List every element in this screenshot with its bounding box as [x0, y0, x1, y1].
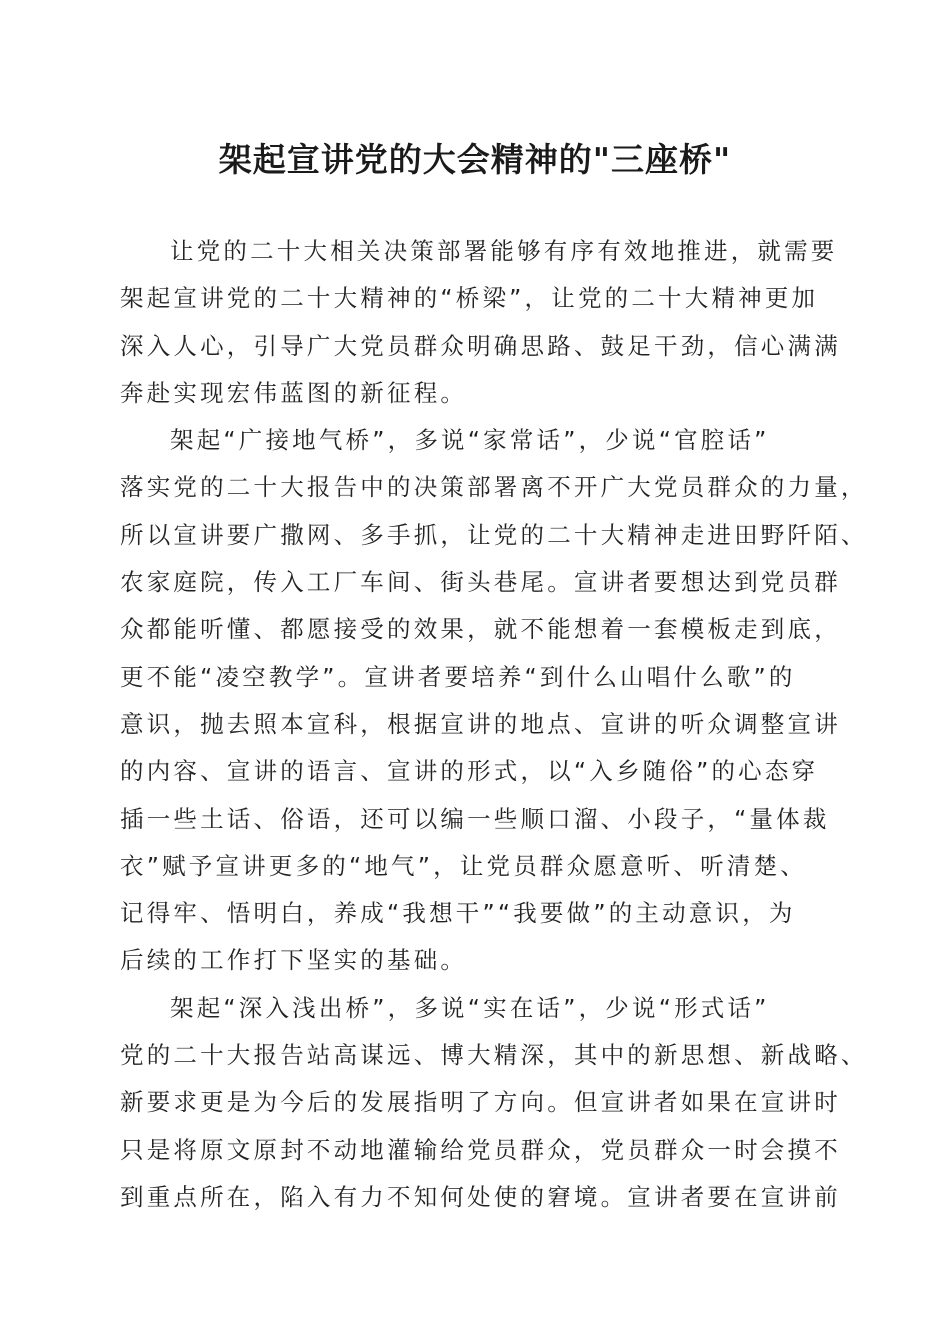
text-line: 衣”赋予宣讲更多的“地气”，让党员群众愿意听、听清楚、	[120, 851, 807, 880]
section-heading-line: 架起“深入浅出桥”，多说“实在话”，少说“形式话”	[170, 993, 770, 1022]
text-line: 记得牢、悟明白，养成“我想干”“我要做”的主动意识，为	[120, 899, 796, 928]
text-line: 新要求更是为今后的发展指明了方向。但宣讲者如果在宣讲时	[120, 1088, 841, 1117]
text-line: 架起宣讲党的二十大精神的“桥梁”，让党的二十大精神更加	[120, 284, 819, 313]
section-heading-line: 架起“广接地气桥”，多说“家常话”，少说“官腔话”	[170, 426, 770, 455]
text-line: 后续的工作打下坚实的基础。	[120, 946, 468, 975]
text-line: 所以宣讲要广撒网、多手抓，让党的二十大精神走进田野阡陌、	[120, 520, 868, 549]
document-body	[120, 228, 868, 1221]
text-line: 的内容、宣讲的语言、宣讲的形式，以“入乡随俗”的心态穿	[120, 757, 819, 786]
text-line: 奔赴实现宏伟蓝图的新征程。	[120, 378, 468, 407]
text-line: 众都能听懂、都愿接受的效果，就不能想着一套模板走到底，	[120, 615, 841, 644]
text-line: 落实党的二十大报告中的决策部署离不开广大党员群众的力量，	[120, 473, 868, 502]
text-line: 更不能“凌空教学”。宣讲者要培养“到什么山唱什么歌”的	[120, 662, 796, 691]
text-line: 农家庭院，传入工厂车间、街头巷尾。宣讲者要想达到党员群	[120, 568, 841, 597]
text-line: 到重点所在，陷入有力不知何处使的窘境。宣讲者要在宣讲前	[120, 1182, 841, 1211]
text-line: 插一些土话、俗语，还可以编一些顺口溜、小段子，“量体裁	[120, 804, 830, 833]
document-title: 架起宣讲党的大会精神的"三座桥"	[218, 140, 732, 179]
text-line: 党的二十大报告站高谋远、博大精深，其中的新思想、新战略、	[120, 1041, 868, 1070]
text-line: 深入人心，引导广大党员群众明确思路、鼓足干劲，信心满满	[120, 331, 841, 360]
text-line: 意识，抛去照本宣科，根据宣讲的地点、宣讲的听众调整宣讲	[120, 709, 841, 738]
text-line: 让党的二十大相关决策部署能够有序有效地推进，就需要	[170, 237, 838, 265]
text-line: 只是将原文原封不动地灌输给党员群众，党员群众一时会摸不	[120, 1135, 841, 1164]
